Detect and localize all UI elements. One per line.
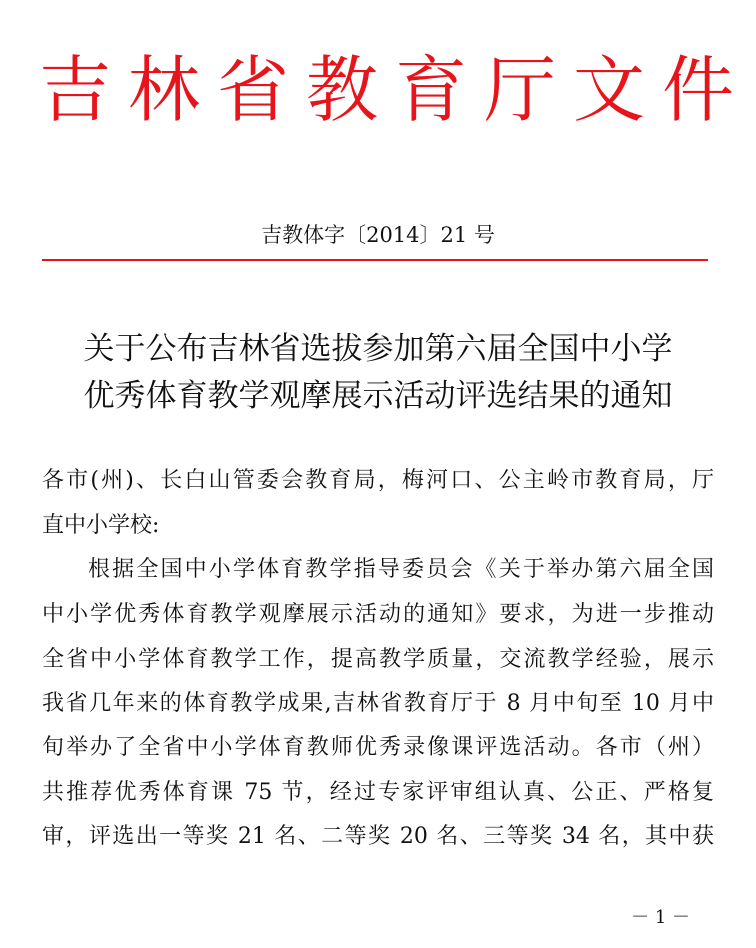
red-separator-line [42,259,708,261]
paragraph-line: 审，评选出一等奖 21 名、二等奖 20 名、三等奖 34 名，其中获 [42,824,714,849]
paragraph-line: 共推荐优秀体育课 75 节，经过专家评审组认真、公正、严格复 [42,780,714,805]
issuer-masthead: 吉林省教育厅文件 [38,48,751,132]
paragraph-line: 中小学优秀体育教学观摩展示活动的通知》要求，为进一步推动 [42,602,714,627]
document-number: 吉教体字〔2014〕21 号 [261,223,495,247]
page-number: － 1 － [631,907,690,928]
addressee-line-1: 各市(州)、长白山管委会教育局，梅河口、公主岭市教育局，厅 [42,468,714,493]
addressee-line-2: 直中小学校: [42,513,160,538]
paragraph-line: 根据全国中小学体育教学指导委员会《关于举办第六届全国 [88,557,714,582]
paragraph-line: 我省几年来的体育教学成果,吉林省教育厅于 8 月中旬至 10 月中 [42,691,714,716]
notice-title-line-1: 关于公布吉林省选拔参加第六届全国中小学 [83,331,673,367]
paragraph-line: 全省中小学体育教学工作，提高教学质量，交流教学经验，展示 [42,647,714,672]
notice-title-line-2: 优秀体育教学观摩展示活动评选结果的通知 [83,378,673,414]
paragraph-line: 旬举办了全省中小学体育教师优秀录像课评选活动。各市（州） [42,735,714,760]
